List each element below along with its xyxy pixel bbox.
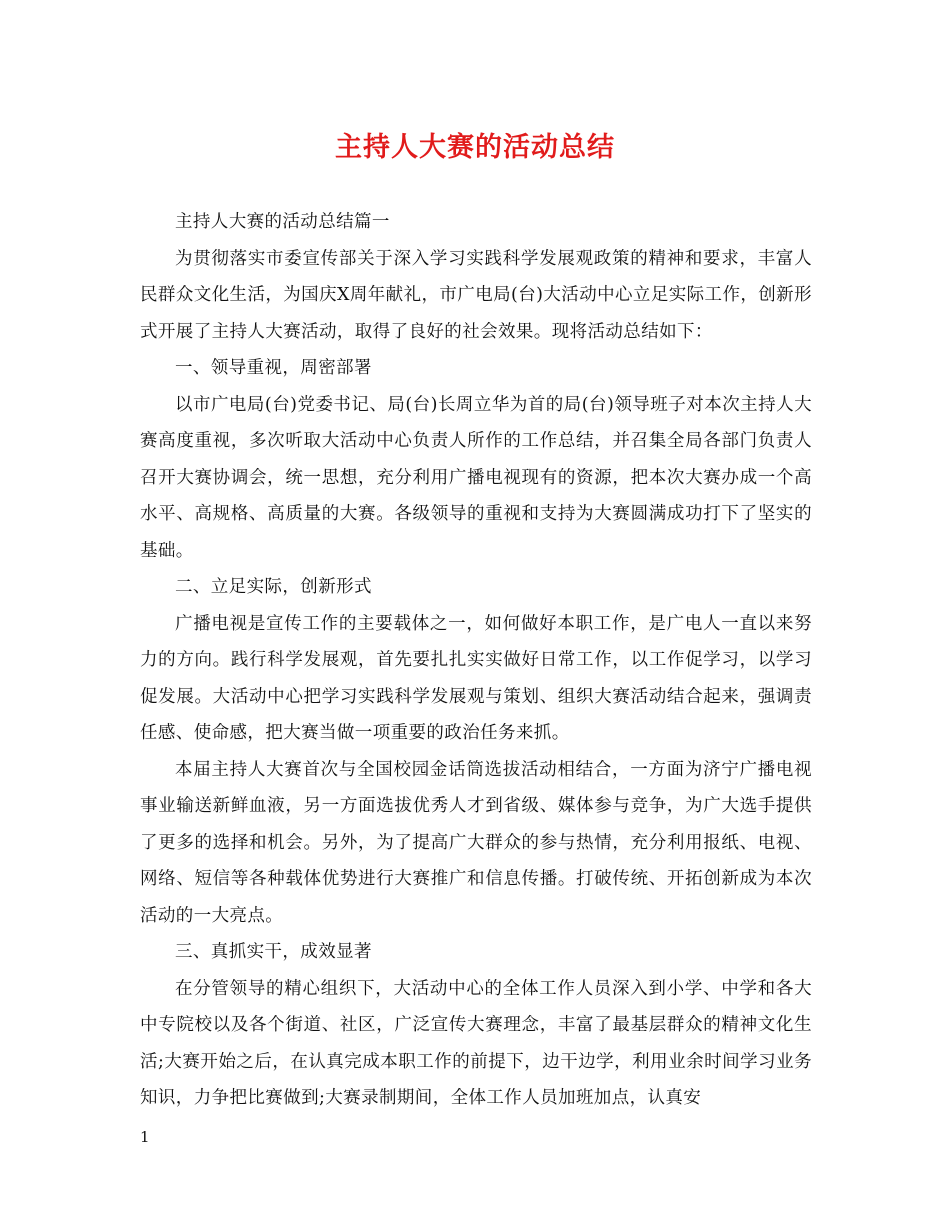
document-title: 主持人大赛的活动总结 [335, 132, 615, 163]
body-paragraph: 为贯彻落实市委宣传部关于深入学习实践科学发展观政策的精神和要求，丰富人民群众文化生活，为国庆X周年献礼，市广电局(台)大活动中心立足实际工作，创新形式开展了主持人大赛活动，取得了良好的社会效果。现将活动总结如下： [140, 248, 812, 342]
body-paragraph: 在分管领导的精心组织下，大活动中心的全体工作人员深入到小学、中学和各大中专院校以及各个街道、社区，广泛宣传大赛理念，丰富了最基层群众的精神文化生活;大赛开始之后，在认真完成本职工作的前提下，边干边学，利用业余时间学习业务知识，力争把比赛做到;大赛录制期间，全体工作人员加班加点，认真安 [140, 978, 812, 1108]
body-paragraph: 广播电视是宣传工作的主要载体之一，如何做好本职工作，是广电人一直以来努力的方向。践行科学发展观，首先要扎扎实实做好日常工作，以工作促学习，以学习促发展。大活动中心把学习实践科学发展观与策划、组织大赛活动结合起来，强调责任感、使命感，把大赛当做一项重要的政治任务来抓。 [140, 613, 812, 743]
section-heading: 二、立足实际，创新形式 [175, 577, 372, 597]
body-paragraph: 本届主持人大赛首次与全国校园金话筒选拔活动相结合，一方面为济宁广播电视事业输送新鲜血液，另一方面选拔优秀人才到省级、媒体参与竞争，为广大选手提供了更多的选择和机会。另外，为了提高广大群众的参与热情，充分利用报纸、电视、网络、短信等各种载体优势进行大赛推广和信息传播。打破传统、开拓创新成为本次活动的一大亮点。 [140, 759, 812, 926]
document-body [140, 204, 812, 1117]
section-heading: 三、真抓实干，成效显著 [175, 942, 372, 962]
section-heading: 主持人大赛的活动总结篇一 [175, 212, 390, 232]
section-heading: 一、领导重视，周密部署 [175, 358, 372, 378]
page-number: 1 [140, 1128, 150, 1146]
body-paragraph: 以市广电局(台)党委书记、局(台)长周立华为首的局(台)领导班子对本次主持人大赛高度重视，多次听取大活动中心负责人所作的工作总结，并召集全局各部门负责人召开大赛协调会，统一思想，充分利用广播电视现有的资源，把本次大赛办成一个高水平、高规格、高质量的大赛。各级领导的重视和支持为大赛圆满成功打下了坚实的基础。 [140, 394, 812, 561]
